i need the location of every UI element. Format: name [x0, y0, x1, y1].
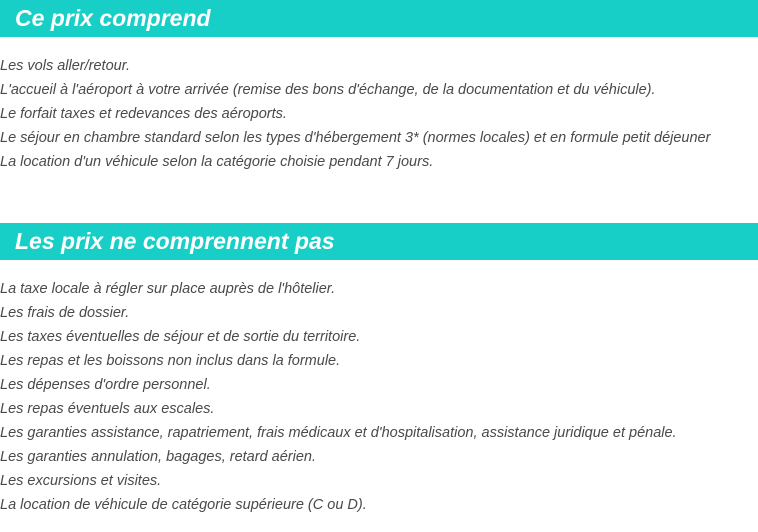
excluded-item: Les garanties annulation, bagages, retard aérien.	[0, 449, 316, 465]
excluded-item: Les dépenses d'ordre personnel.	[0, 377, 211, 393]
included-item: Les vols aller/retour.	[0, 58, 131, 74]
excluded-heading: Les prix ne comprennent pas	[0, 223, 758, 260]
excluded-list	[0, 277, 758, 517]
included-item: Le séjour en chambre standard selon les types d'hébergement 3* (normes locales) et en formule petit déjeuner	[0, 130, 711, 146]
included-item: La location d'un véhicule selon la catégorie choisie pendant 7 jours.	[0, 154, 434, 170]
included-list	[0, 54, 758, 174]
excluded-item: Les repas éventuels aux escales.	[0, 401, 215, 417]
excluded-item: Les excursions et visites.	[0, 473, 162, 489]
excluded-item: La taxe locale à régler sur place auprès de l'hôtelier.	[0, 281, 336, 297]
excluded-item: Les repas et les boissons non inclus dans la formule.	[0, 353, 341, 369]
included-item: Le forfait taxes et redevances des aéroports.	[0, 106, 287, 122]
included-heading: Ce prix comprend	[0, 0, 758, 37]
excluded-item: Les frais de dossier.	[0, 305, 130, 321]
excluded-section	[0, 223, 758, 517]
included-item: L'accueil à l'aéroport à votre arrivée (remise des bons d'échange, de la documentation et du véhicule).	[0, 82, 656, 98]
excluded-item: Les taxes éventuelles de séjour et de sortie du territoire.	[0, 329, 361, 345]
excluded-item: La location de véhicule de catégorie supérieure (C ou D).	[0, 497, 367, 513]
excluded-item: Les garanties assistance, rapatriement, frais médicaux et d'hospitalisation, assistance juridique et pénale.	[0, 425, 677, 441]
included-section	[0, 0, 758, 174]
